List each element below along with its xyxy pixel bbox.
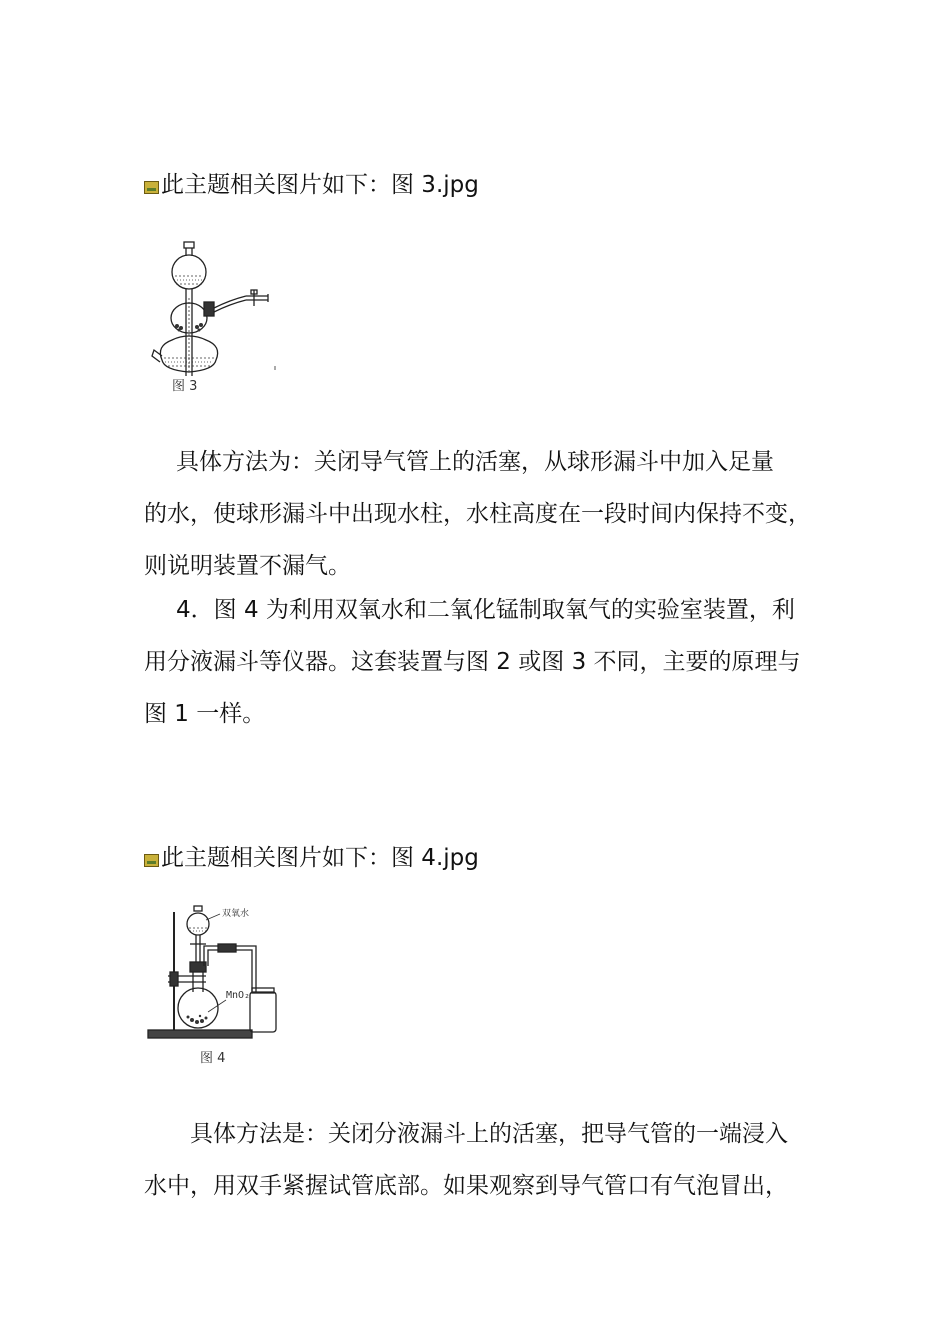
figure3-kipp-apparatus (150, 238, 285, 398)
label-h2o2: 双氧水 (222, 909, 250, 919)
figure4-label: 图 4 (200, 1051, 226, 1066)
paragraph-line: 水中，用双手紧握试管底部。如果观察到导气管口有气泡冒出， (144, 1173, 788, 1199)
figure3-caption-text: 此主题相关图片如下：图 3.jpg (161, 172, 479, 198)
paragraph-line: 图 1 一样。 (144, 701, 266, 727)
label-mno2: MnO₂ (226, 990, 251, 1001)
paragraph-line: 的水，使球形漏斗中出现水柱，水柱高度在一段时间内保持不变， (144, 501, 811, 527)
paragraph-line: 则说明装置不漏气。 (144, 553, 351, 579)
figure3-label: 图 3 (172, 379, 198, 394)
paragraph-line: 用分液漏斗等仪器。这套装置与图 2 或图 3 不同，主要的原理与 (144, 649, 801, 675)
jpg-file-icon (144, 181, 159, 194)
figure3-caption (144, 170, 479, 200)
figure4-oxygen-apparatus (146, 904, 296, 1070)
paragraph-line: 具体方法是：关闭分液漏斗上的活塞，把导气管的一端浸入 (190, 1121, 788, 1147)
paragraph-line: 具体方法为：关闭导气管上的活塞，从球形漏斗中加入足量 (176, 449, 774, 475)
paragraph-line: 4．图 4 为利用双氧水和二氧化锰制取氧气的实验室装置，利 (176, 597, 795, 623)
figure4-caption-text: 此主题相关图片如下：图 4.jpg (161, 845, 479, 871)
jpg-file-icon (144, 854, 159, 867)
figure4-caption (144, 843, 479, 873)
